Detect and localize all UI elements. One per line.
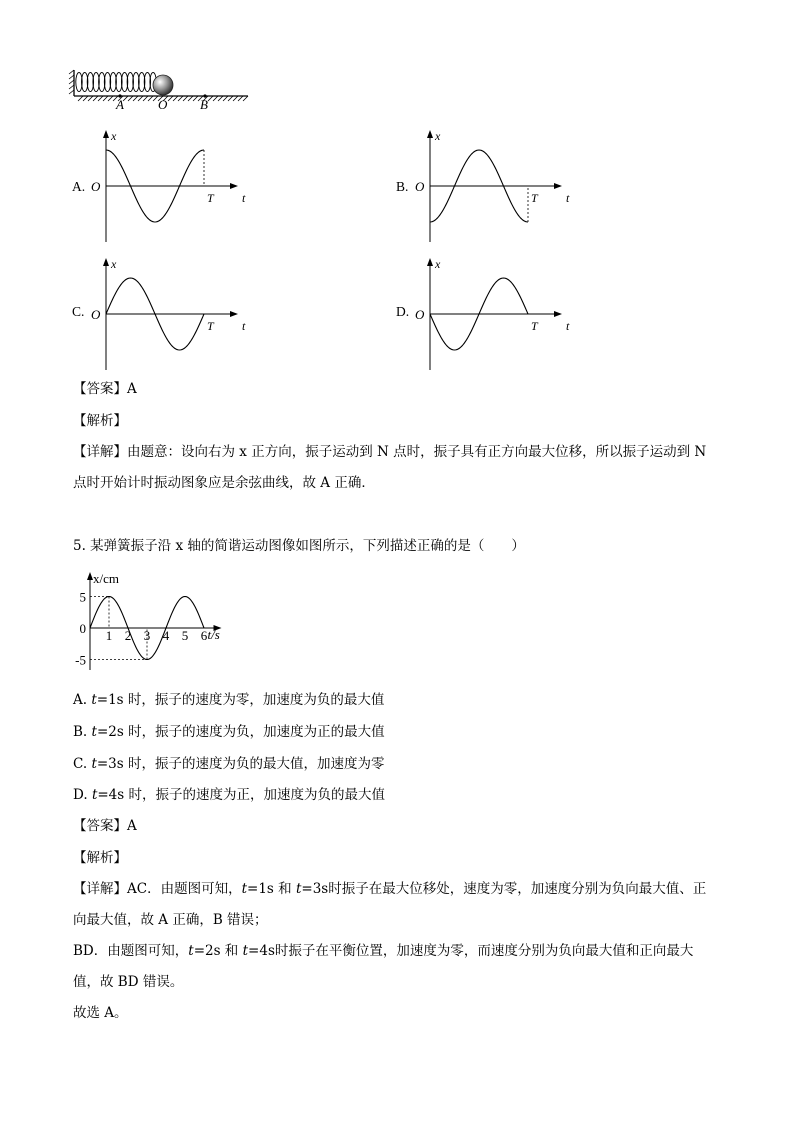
q5-stem: 5. 某弹簧振子沿 x 轴的简谐运动图像如图所示，下列描述正确的是（ ） xyxy=(73,538,525,554)
option-graph-b xyxy=(410,126,580,246)
q5-detail-line-2: 向最大值，故 A 正确，B 错误； xyxy=(73,912,268,928)
origin-label: O xyxy=(415,179,425,194)
option-graph-d xyxy=(410,254,580,374)
x-axis-label: x xyxy=(435,129,441,143)
graph-option-label: B. xyxy=(396,179,409,194)
point-b-label: B xyxy=(200,97,208,112)
point-o-label: O xyxy=(158,97,168,112)
x-tick-label: 5 xyxy=(181,628,189,643)
x-tick-label: 6 xyxy=(200,628,208,643)
q4-analysis-tag: 【解析】 xyxy=(73,413,127,429)
x-tick-label: 3 xyxy=(143,628,151,643)
x-tick-label: 1 xyxy=(105,628,113,643)
period-label: T xyxy=(531,191,538,205)
x-axis-label: x xyxy=(435,257,441,271)
x-axis-label: x xyxy=(111,257,117,271)
graph-option-label: A. xyxy=(72,179,86,194)
q4-detail-line-1: 【详解】由题意：设向右为 x 正方向，振子运动到 N 点时，振子具有正方向最大位移，所以振子运动到 N xyxy=(73,444,707,460)
x-axis-label: t/s xyxy=(207,627,220,642)
graph-option-label: D. xyxy=(396,304,410,319)
t-axis-label: t xyxy=(566,191,570,205)
period-label: T xyxy=(207,319,214,333)
q5-option-a[interactable]: A. t=1s 时，振子的速度为零，加速度为负的最大值 xyxy=(73,692,385,708)
origin-label: O xyxy=(91,179,101,194)
spring-oscillator-figure xyxy=(66,64,256,112)
point-a-label: A xyxy=(116,97,124,112)
x-tick-label: 2 xyxy=(124,628,132,643)
period-label: T xyxy=(207,191,214,205)
q5-detail-line-1: 【详解】AC．由题图可知，t=1s 和 t=3s时振子在最大位移处，速度为零，加速度分别为负向最大值、正 xyxy=(73,881,707,897)
origin-label: O xyxy=(91,307,101,322)
period-label: T xyxy=(531,319,538,333)
q5-option-d[interactable]: D. t=4s 时，振子的速度为正，加速度为负的最大值 xyxy=(73,787,385,803)
q4-detail-line-2: 点时开始计时振动图象应是余弦曲线，故 A 正确． xyxy=(73,475,375,491)
q4-answer: 【答案】A xyxy=(73,381,137,397)
q5-displacement-time-chart xyxy=(74,568,264,678)
y-tick-label: 5 xyxy=(79,589,86,605)
t-axis-label: t xyxy=(242,319,246,333)
t-axis-label: t xyxy=(242,191,246,205)
t-axis-label: t xyxy=(566,319,570,333)
q5-option-b[interactable]: B. t=2s 时，振子的速度为负，加速度为正的最大值 xyxy=(73,724,385,740)
x-tick-label: 4 xyxy=(162,628,170,643)
q5-option-c[interactable]: C. t=3s 时，振子的速度为负的最大值，加速度为零 xyxy=(73,756,385,772)
origin-label: O xyxy=(415,307,425,322)
ball xyxy=(153,75,173,95)
q5-conclusion: 故选 A。 xyxy=(73,1005,128,1021)
y-tick-label: -5 xyxy=(75,652,86,668)
q5-analysis-tag: 【解析】 xyxy=(73,850,127,866)
q5-answer: 【答案】A xyxy=(73,818,137,834)
y-tick-label: 0 xyxy=(79,621,86,636)
option-graph-a xyxy=(86,126,256,246)
q5-detail-line-4: 值，故 BD 错误。 xyxy=(73,974,184,990)
y-axis-label: x/cm xyxy=(93,571,119,586)
x-axis-label: x xyxy=(111,129,117,143)
q5-detail-line-3: BD．由题图可知，t=2s 和 t=4s时振子在平衡位置，加速度为零，而速度分别为负向最大值和正向最大 xyxy=(73,943,694,959)
option-graph-c xyxy=(86,254,256,374)
graph-option-label: C. xyxy=(72,304,85,319)
